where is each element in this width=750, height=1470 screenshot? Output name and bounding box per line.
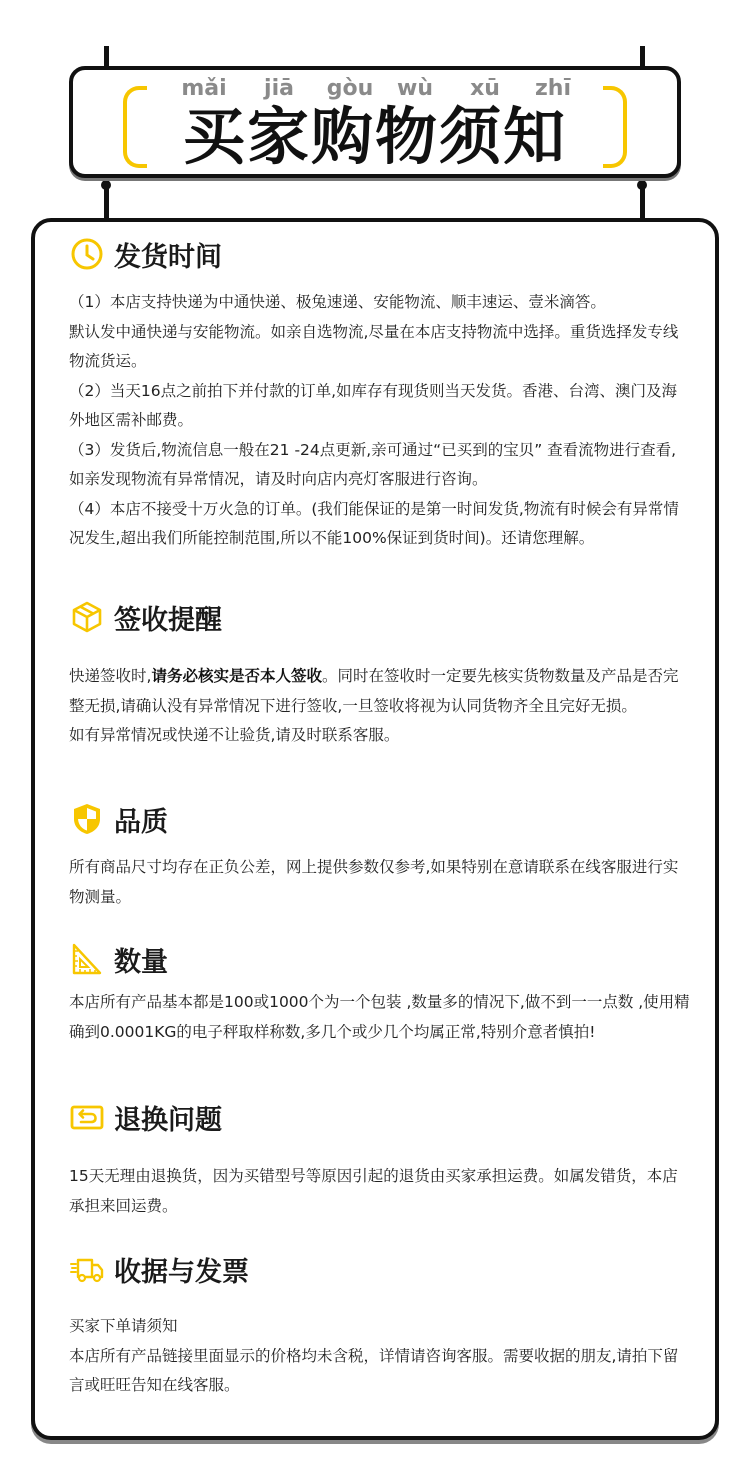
paragraph: 所有商品尺寸均存在正负公差，网上提供参数仅参考,如果特别在意请联系在线客服进行实物测量。	[69, 858, 679, 906]
section-receipt-invoice	[70, 1249, 249, 1289]
quantity-text	[69, 988, 691, 1047]
delivery-truck-icon	[70, 1252, 104, 1286]
receipt-invoice-text	[69, 1312, 691, 1401]
text-span: 快递签收时,	[69, 667, 152, 685]
section-shipping-time	[70, 234, 222, 274]
text-span: 。同时在签收时一定要先核实货物数量及产品是否完整无损,请确认没有异常情况下进行签收,一旦签收将视为认同货物齐全且完好无损。	[69, 667, 679, 715]
notice-card	[31, 218, 719, 1440]
shield-icon	[70, 802, 104, 836]
sign-post-left-top	[104, 46, 109, 68]
sign-rivet-left	[101, 180, 111, 190]
section-receipt-reminder	[70, 597, 222, 637]
sign-post-right-top	[640, 46, 645, 68]
title-sign	[69, 66, 681, 178]
sign-rivet-right	[637, 180, 647, 190]
return-icon	[70, 1100, 104, 1134]
shipping-time-text	[69, 288, 691, 554]
section-heading: 品质	[114, 806, 168, 838]
paragraph: （4）本店不接受十万火急的订单。(我们能保证的是第一时间发货,物流有时候会有异常情况发生,超出我们所能控制范围,所以不能100%保证到货时间)。还请您理解。	[69, 499, 679, 547]
paragraph	[69, 662, 691, 721]
pinyin-2: jiā	[264, 76, 294, 101]
section-quantity	[70, 939, 168, 979]
page-title: 买家购物须知	[182, 100, 567, 173]
paragraph: （2）当天16点之前拍下并付款的订单,如库存有现货则当天发货。香港、台湾、澳门及海外地区需补邮费。	[69, 381, 678, 429]
pinyin-4: wù	[397, 76, 433, 101]
receipt-reminder-text	[69, 662, 691, 751]
paragraph: 默认发中通快递与安能物流。如亲自选物流,尽量在本店支持物流中选择。重货选择发专线物流货运。	[69, 322, 679, 370]
section-returns	[70, 1097, 222, 1137]
pinyin-6: zhī	[534, 76, 572, 101]
package-icon	[70, 600, 104, 634]
paragraph: 如有异常情况或快递不让验货,请及时联系客服。	[69, 726, 400, 744]
section-heading: 退换问题	[114, 1104, 222, 1136]
paragraph: （3）发货后,物流信息一般在21 -24点更新,亲可通过“已买到的宝贝” 查看流物进行查看,如亲发现物流有异常情况，请及时向店内亮灯客服进行咨询。	[69, 440, 677, 488]
paragraph: 本店所有产品基本都是100或1000个为一个包装 ,数量多的情况下,做不到一一点数 ,使用精确到0.0001KG的电子秤取样称数,多几个或少几个均属正常,特别介意者慎拍!	[69, 993, 690, 1041]
ruler-triangle-icon	[70, 942, 104, 976]
paragraph: （1）本店支持快递为中通快递、极兔速递、安能物流、顺丰速运、壹米滴答。	[69, 293, 606, 311]
section-quality	[70, 799, 168, 839]
pinyin-3: gòu	[326, 76, 374, 101]
pinyin-1: mǎi	[181, 76, 227, 101]
quality-text	[69, 853, 691, 912]
section-heading: 签收提醒	[114, 604, 222, 636]
section-heading: 数量	[114, 946, 168, 978]
section-heading: 发货时间	[114, 241, 222, 273]
pinyin-5: xū	[470, 76, 500, 101]
paragraph: 本店所有产品链接里面显示的价格均未含税，详情请咨询客服。需要收据的朋友,请拍下留言或旺旺告知在线客服。	[69, 1346, 679, 1394]
returns-text	[69, 1162, 691, 1221]
paragraph: 15天无理由退换货，因为买错型号等原因引起的退货由买家承担运费。如属发错货，本店承担来回运费。	[69, 1167, 678, 1215]
bold-emphasis: 请务必核实是否本人签收	[151, 667, 322, 685]
clock-icon	[70, 237, 104, 271]
paragraph: 买家下单请须知	[69, 1317, 178, 1335]
section-heading: 收据与发票	[114, 1256, 249, 1288]
